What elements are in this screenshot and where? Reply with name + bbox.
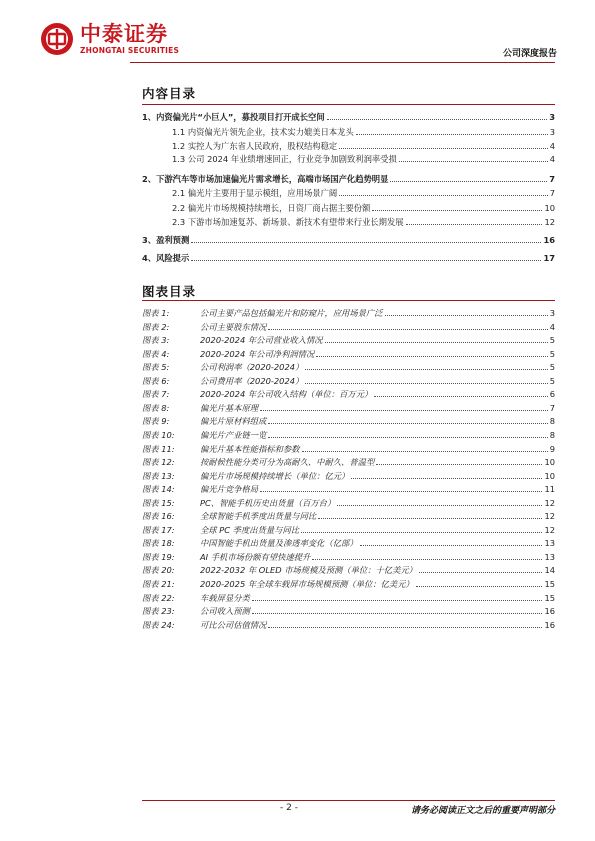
figure-entry-text: 车载屏显分类 bbox=[200, 592, 250, 603]
figure-entry-page: 13 bbox=[544, 551, 555, 562]
leader-dots bbox=[327, 118, 548, 120]
footer-divider bbox=[142, 800, 555, 801]
figure-entry-page: 11 bbox=[544, 484, 555, 495]
toc-entry[interactable] bbox=[142, 215, 555, 227]
toc-entry-page: 12 bbox=[544, 217, 555, 227]
figure-entry[interactable] bbox=[142, 469, 555, 481]
figure-entry-page: 6 bbox=[549, 389, 555, 400]
figure-entry-label: 图表 2: bbox=[142, 321, 170, 332]
figure-entry-label: 图表 24: bbox=[142, 619, 175, 630]
toc-entry-text: 2.3 下游市场加速复苏、新场景、新技术有望带来行业长期发展 bbox=[172, 217, 404, 227]
toc-entry-text: 3、盈利预测 bbox=[142, 235, 190, 245]
figure-entry-text: 偏光片竞争格局 bbox=[200, 484, 259, 495]
figure-entry-label: 图表 15: bbox=[142, 497, 175, 508]
figure-entry-label: 图表 14: bbox=[142, 484, 175, 495]
toc-entry[interactable] bbox=[142, 233, 555, 245]
figure-entry[interactable] bbox=[142, 618, 555, 630]
figure-entry-label: 图表 5: bbox=[142, 362, 170, 373]
figure-entry-label: 图表 13: bbox=[142, 470, 175, 481]
figure-entry-page: 14 bbox=[544, 565, 555, 576]
leader-dots bbox=[268, 422, 547, 424]
report-type: 公司深度报告 bbox=[502, 49, 557, 59]
figure-entry[interactable] bbox=[142, 563, 555, 575]
toc-title-divider bbox=[142, 104, 555, 105]
figure-entry-text: 公司主要产品包括偏光片和防窥片，应用场景广泛 bbox=[200, 308, 383, 318]
figure-entry-label: 图表 19: bbox=[142, 551, 175, 562]
figure-entry[interactable] bbox=[142, 482, 555, 494]
leader-dots bbox=[301, 531, 542, 533]
figure-entry-label: 图表 16: bbox=[142, 511, 175, 522]
figure-entry-label: 图表 3: bbox=[142, 335, 170, 346]
figure-entry-text: 偏光片基本原理 bbox=[200, 402, 259, 413]
figure-entry-page: 12 bbox=[544, 511, 555, 522]
toc-entry[interactable] bbox=[142, 125, 555, 137]
figure-entry-text: 全球智能手机季度出货量与同比 bbox=[200, 511, 317, 522]
figure-entry[interactable] bbox=[142, 604, 555, 616]
leader-dots bbox=[268, 436, 547, 438]
figure-entry-page: 3 bbox=[549, 308, 555, 318]
figure-entry-page: 7 bbox=[549, 402, 555, 413]
leader-dots bbox=[252, 599, 543, 601]
figure-entry-page: 13 bbox=[544, 538, 555, 549]
brand-name-cn: 中泰证券 bbox=[80, 22, 168, 46]
figure-entry[interactable] bbox=[142, 333, 555, 345]
figure-entry[interactable] bbox=[142, 428, 555, 440]
figure-entry[interactable] bbox=[142, 347, 555, 359]
toc-entry-text: 1.1 内资偏光片领先企业，技术实力媲美日本龙头 bbox=[172, 127, 354, 137]
toc-entry-text: 2.1 偏光片主要用于显示模组，应用场景广阔 bbox=[172, 188, 338, 198]
figure-entry[interactable] bbox=[142, 306, 555, 318]
figure-entry-page: 15 bbox=[544, 579, 555, 589]
figure-entry[interactable] bbox=[142, 374, 555, 386]
figure-entry-label: 图表 10: bbox=[142, 429, 175, 440]
leader-dots bbox=[339, 194, 548, 196]
leader-dots bbox=[337, 504, 542, 506]
figure-entry[interactable] bbox=[142, 536, 555, 548]
leader-dots bbox=[376, 463, 542, 465]
figure-entry[interactable] bbox=[142, 401, 555, 413]
toc-entry[interactable] bbox=[142, 251, 555, 263]
leader-dots bbox=[374, 395, 547, 397]
leader-dots bbox=[305, 382, 547, 384]
figure-entry-label: 图表 8: bbox=[142, 402, 170, 413]
figure-entry-text: 偏光片市场规模持续增长（单位：亿元） bbox=[200, 470, 350, 481]
figure-entry-page: 5 bbox=[549, 348, 555, 359]
leader-dots bbox=[372, 209, 542, 211]
figure-entry-text: 偏光片产业链一览 bbox=[200, 429, 267, 440]
figure-entry[interactable] bbox=[142, 496, 555, 508]
figure-entry-page: 5 bbox=[549, 335, 555, 346]
toc-entry-page: 3 bbox=[549, 112, 555, 122]
leader-dots bbox=[360, 544, 543, 546]
leader-dots bbox=[191, 259, 541, 261]
figure-entry-text: 2020-2024 年公司收入结构（单位：百万元） bbox=[200, 389, 373, 400]
figure-entry-page: 12 bbox=[544, 524, 555, 535]
figure-entry[interactable] bbox=[142, 550, 555, 562]
figure-entry-page: 16 bbox=[544, 606, 555, 617]
figure-entry-text: 2020-2024 年公司净利润情况 bbox=[200, 348, 315, 359]
figure-entry-label: 图表 7: bbox=[142, 389, 170, 400]
leader-dots bbox=[260, 409, 548, 411]
toc-entry-page: 17 bbox=[543, 253, 555, 263]
toc-entry[interactable] bbox=[142, 152, 555, 164]
figure-entry-label: 图表 1: bbox=[142, 308, 170, 318]
toc-entry[interactable] bbox=[142, 110, 555, 122]
leader-dots bbox=[302, 450, 548, 452]
leader-dots bbox=[390, 180, 547, 182]
figure-entry-label: 图表 21: bbox=[142, 579, 175, 589]
figure-entry-text: AI 手机市场份额有望快速提升 bbox=[200, 551, 311, 562]
figure-entry-text: 中国智能手机出货量及渗透率变化（亿部） bbox=[200, 538, 358, 549]
brand-name-en: ZHONGTAI SECURITIES bbox=[80, 46, 180, 55]
figures-title-divider bbox=[142, 300, 555, 301]
figure-entry-text: 偏光片基本性能指标和参数 bbox=[200, 443, 300, 454]
leader-dots bbox=[399, 160, 548, 162]
figure-entry-page: 15 bbox=[544, 592, 555, 603]
figure-entry-label: 图表 4: bbox=[142, 348, 170, 359]
leader-dots bbox=[191, 241, 541, 243]
leader-dots bbox=[260, 490, 542, 492]
footer-disclaimer: 请务必阅读正文之后的重要声明部分 bbox=[410, 806, 555, 816]
toc-entry-text: 1.2 实控人为广东省人民政府，股权结构稳定 bbox=[172, 141, 338, 151]
toc-entry-page: 16 bbox=[543, 235, 555, 245]
toc-entry-page: 7 bbox=[549, 188, 555, 198]
leader-dots bbox=[351, 477, 542, 479]
figure-entry-page: 9 bbox=[549, 443, 555, 454]
figure-entry-text: 2020-2024 年公司营业收入情况 bbox=[200, 335, 323, 346]
figure-entry[interactable] bbox=[142, 360, 555, 372]
leader-dots bbox=[268, 328, 547, 330]
leader-dots bbox=[385, 314, 548, 316]
leader-dots bbox=[268, 626, 542, 628]
leader-dots bbox=[312, 558, 542, 560]
toc-entry-text: 1.3 公司 2024 年业绩增速回正，行业竞争加剧致利润率受损 bbox=[172, 154, 397, 164]
figure-entry-page: 10 bbox=[544, 457, 555, 468]
figure-entry-text: 公司主要股东情况 bbox=[200, 321, 267, 332]
figure-entry-text: 公司费用率（2020-2024） bbox=[200, 375, 304, 386]
figure-entry-text: 全球 PC 季度出货量与同比 bbox=[200, 524, 300, 535]
toc-entry-page: 10 bbox=[544, 203, 555, 213]
figure-entry[interactable] bbox=[142, 442, 555, 454]
leader-dots bbox=[419, 571, 542, 573]
leader-dots bbox=[318, 517, 542, 519]
figure-entry-label: 图表 18: bbox=[142, 538, 175, 549]
toc-entry[interactable] bbox=[142, 201, 555, 213]
figure-entry-label: 图表 20: bbox=[142, 565, 175, 576]
figure-entry-text: 偏光片原材料组成 bbox=[200, 416, 267, 427]
figure-entry-text: 公司收入预测 bbox=[200, 606, 250, 617]
figure-entry[interactable] bbox=[142, 414, 555, 426]
figure-entry-label: 图表 17: bbox=[142, 524, 175, 535]
figure-entry[interactable] bbox=[142, 509, 555, 521]
figure-entry-label: 图表 11: bbox=[142, 443, 175, 454]
leader-dots bbox=[356, 133, 548, 135]
toc-title: 内容目录 bbox=[142, 86, 197, 101]
figure-entry-text: 按耐候性能分类可分为高耐久、中耐久、普温型 bbox=[200, 457, 375, 468]
figure-entry-page: 5 bbox=[549, 375, 555, 386]
figure-entry-label: 图表 12: bbox=[142, 457, 175, 468]
toc-entry-page: 7 bbox=[549, 174, 555, 184]
toc-entry[interactable] bbox=[142, 172, 555, 184]
leader-dots bbox=[305, 368, 547, 370]
figure-entry-page: 12 bbox=[544, 497, 555, 508]
header-divider bbox=[130, 62, 555, 63]
figure-entry-label: 图表 6: bbox=[142, 375, 170, 386]
leader-dots bbox=[339, 147, 548, 149]
toc-entry-text: 2.2 偏光片市场规模持续增长，日资厂商占据主要份额 bbox=[172, 203, 371, 213]
page-header bbox=[0, 0, 595, 70]
leader-dots bbox=[325, 341, 548, 343]
figure-entry-text: 2020-2025 年全球车载屏市场规模预测（单位：亿美元） bbox=[200, 579, 414, 589]
toc-entry-text: 2、下游汽车等市场加速偏光片需求增长，高端市场国产化趋势明显 bbox=[142, 174, 389, 184]
toc-entry-page: 4 bbox=[549, 141, 555, 151]
toc-entry-page: 4 bbox=[549, 154, 555, 164]
toc-entry-page: 3 bbox=[549, 127, 555, 137]
figure-entry-text: 公司利润率（2020-2024） bbox=[200, 362, 304, 373]
figure-entry-page: 10 bbox=[544, 470, 555, 481]
figure-entry-text: 可比公司估值情况 bbox=[200, 619, 267, 630]
figure-entry[interactable] bbox=[142, 591, 555, 603]
company-logo-icon bbox=[40, 22, 74, 56]
figure-entry-page: 8 bbox=[549, 429, 555, 440]
figure-entry-label: 图表 22: bbox=[142, 592, 175, 603]
figure-entry[interactable] bbox=[142, 387, 555, 399]
figure-entry-label: 图表 9: bbox=[142, 416, 170, 427]
toc-entry-text: 1、内资偏光片“小巨人”，募投项目打开成长空间 bbox=[142, 112, 325, 122]
toc-entry-text: 4、风险提示 bbox=[142, 253, 190, 263]
leader-dots bbox=[416, 585, 543, 587]
figure-entry[interactable] bbox=[142, 455, 555, 467]
toc-entry[interactable] bbox=[142, 139, 555, 151]
figure-entry-page: 16 bbox=[544, 619, 555, 630]
figure-entry-text: 2022-2032 年 OLED 市场规模及预测（单位：十亿美元） bbox=[200, 565, 417, 576]
leader-dots bbox=[252, 612, 543, 614]
figure-entry-label: 图表 23: bbox=[142, 606, 175, 617]
figure-entry[interactable] bbox=[142, 523, 555, 535]
figure-entry-page: 8 bbox=[549, 416, 555, 427]
figure-entry[interactable] bbox=[142, 320, 555, 332]
figure-entry-text: PC、智能手机历史出货量（百万台） bbox=[200, 497, 336, 508]
page-number: - 2 - bbox=[280, 803, 298, 813]
figure-entry[interactable] bbox=[142, 577, 555, 589]
figure-entry-page: 5 bbox=[549, 362, 555, 373]
figures-title: 图表目录 bbox=[142, 284, 197, 299]
figure-entry-page: 4 bbox=[549, 321, 555, 332]
leader-dots bbox=[316, 355, 547, 357]
leader-dots bbox=[406, 223, 543, 225]
toc-entry[interactable] bbox=[142, 186, 555, 198]
